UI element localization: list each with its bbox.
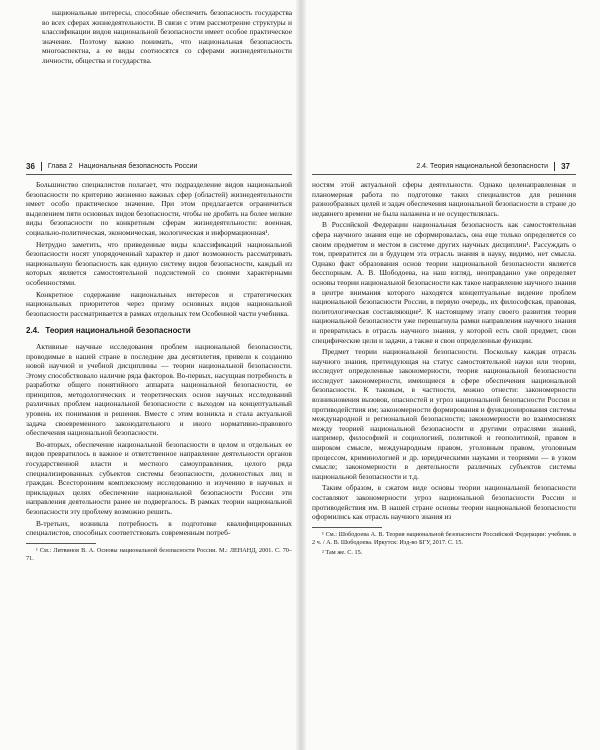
paragraph: Большинство специалистов полагает, что подразделение видов национальной безопасности по критерию жизненно важных сфер (областей) жизнедеятельности имеет особо практическое значение. При этом предлагается ограничиться выделением пяти основных видов безопасности, чтобы не дробить на более мелкие виды безопасности по конкретным сферам жизнедеятельности: военная, социально-политическая, экономическая, экологическая и информационная¹. — [26, 180, 292, 237]
page-number: 37 — [561, 161, 570, 171]
paragraph: Нетрудно заметить, что приведенные виды классификаций национальной безопасности носят упорядоченный характер и дают возможность рассматривать национальную безопасность как единую систему видов безопасности, каждый из которых является самостоятельной подсистемой со своими характерными особенностями. — [26, 239, 292, 287]
header-separator — [41, 162, 42, 171]
header-rule — [26, 174, 292, 175]
left-page — [0, 0, 296, 750]
page-number: 36 — [26, 161, 35, 171]
chapter-label: Глава 2 — [47, 162, 73, 170]
right-running-header — [416, 160, 570, 172]
chapter-title: Национальная безопасность России — [78, 162, 198, 170]
paragraph: Предмет теории национальной безопасности. Поскольку каждая отрасль научного знания, претендующая на статус самостоятельной науки или теории, исследует определенные закономерности, теория национальной безопасности исследует закономерности, имеющиеся в сфере обеспечения национальной безопасности. К таковым, в частности, можно отнести: закономерности возникновения вызовов, опасностей и угроз национальной безопасности России и противодействия им; закономерности формирования и функционирования системы международной и региональной безопасности; закономерности во взаимосвязях между теорией национальной безопасности и другими отраслями знаний, например, философией и социологией, политикой и геополитикой, правом в широком смысле, международным правом, уголовным правом, уголовным процессом, криминологией и др. юридическими науками и теориями — в узком смысле; закономерности в деятельности различных субъектов системы национальной безопасности и т.д. — [312, 347, 576, 481]
book-gutter — [296, 0, 306, 750]
section-reference: 2.4. Теория национальной безопасности — [416, 162, 549, 170]
paragraph: ностям этой актуальной сферы деятельности. Однако целенаправленная и планомерная работа по подготовке таких специалистов для решения разнообразных целей и задач обеспечения национальной безопасности в стране до недавнего времени не была налажена и не осуществлялась. — [312, 180, 576, 218]
footnote: ¹ См.: Шободоева А. В. Теория национальной безопасности Российской Федерации: учебник. в 2 ч. / А. В. Шободоева. Иркутск: Изд-во БГУ, 2017. С. 15. — [312, 530, 576, 546]
header-rule — [312, 174, 576, 175]
previous-page-fragment — [42, 8, 292, 68]
right-body — [312, 180, 576, 559]
footnote: ² Там же. С. 15. — [322, 548, 363, 556]
footnote-rule — [312, 527, 382, 528]
footnote: ¹ См.: Литвинов В. А. Основы национальной безопасности России. М.: ЛЕНАНД, 2001. С. 70–71. — [26, 546, 292, 562]
section-title: Теория национальной безопасности — [45, 326, 191, 336]
paragraph: Во-вторых, обеспечение национальной безопасности в целом и отдельных ее видов превратилось в важное и ответственное направление деятельности органов государственной власти и местного самоуправления, целого ряда специализированных субъектов системы безопасности, должностных лиц и граждан. Всесторонним комплексному исследованию и изучению в научных и прикладных целях обеспечение национальной безопасности России эти направления деятельности ранее не подвергалось. В рамках теории национальной безопасности эту проблему возможно решить. — [26, 439, 292, 516]
paragraph: Конкретное содержание национальных интересов и стратегических национальных приоритетов через призму основных видов национальной безопасности рассматривается в рамках отдельных тем Особенной части учебника. — [26, 289, 292, 318]
left-body — [26, 180, 292, 565]
top-paragraph: национальные интересы, способные обеспечить безопасность государства во всех сферах жизнедеятельности. В связи с этим рассмотрение структуры и классификации видов национальной безопасности имеет особое практическое значение. Поэтому важно понимать, что национальная безопасность многоаспектна, а ее виды соотносятся со сферами жизнедеятельности личности, общества и государства. — [42, 8, 292, 65]
footnote-rule — [26, 543, 96, 544]
paragraph: В Российской Федерации национальная безопасность как самостоятельная сфера научного знания еще не сформировалась, она еще только определяется со своим предметом и местом в системе других научных дисциплин¹. Рассуждать о том, превратится ли в будущем эта отрасль знания в науку, видимо, нет смысла. Однако факт образования основ теории национальной безопасности является бесспорным. А. В. Шободоева, на наш взгляд, неоправданно уже определяет основы теории национальной безопасности как такое направление научного знания в центре внимания которого находятся концептуальные видение проблем национальной безопасности России, в первую очередь, их философская, правовая, политологическая составляющие². К настоящему этапу своего развития теория национальной безопасности уже перешагнула рамки направления научного знания и превратилась в отрасль научного знания, у которой есть свой предмет, свои специфические цели и задачи, а также и свои определенные функции. — [312, 220, 576, 345]
paragraph: Активные научные исследования проблем национальной безопасности, проводимые в нашей стране в последние два десятилетия, привели к созданию новой научной и учебной дисциплины — теории национальной безопасности. Этому способствовало наличие ряда факторов. Во-первых, насущная потребность в разработке общего понятийного аппарата национальной безопасности, ее принципов, методологических и теоретических основ научных исследований различных проблем национальной безопасности с выходом на концептуальный уровень их понимания и решения. Вместе с этим возникла и стала актуальной задача своевременного законодательного и иного нормативно-правового обеспечения национальной безопасности. — [26, 341, 292, 438]
left-running-header — [26, 160, 197, 172]
paragraph: Таким образом, в сжатом виде основы теории национальной безопасности составляют закономерности угроз национальной безопасности России и противодействия им. В нашей стране основы теории национальной безопасности оформились как отрасль научного знания из — [312, 483, 576, 522]
paragraph: В-третьих, возникла потребность в подготовке квалифицированных специалистов, способных соответствовать современным потреб- — [26, 518, 292, 538]
header-separator — [554, 162, 555, 171]
section-heading — [26, 326, 292, 336]
section-number: 2.4. — [26, 326, 40, 336]
right-page — [306, 0, 600, 750]
